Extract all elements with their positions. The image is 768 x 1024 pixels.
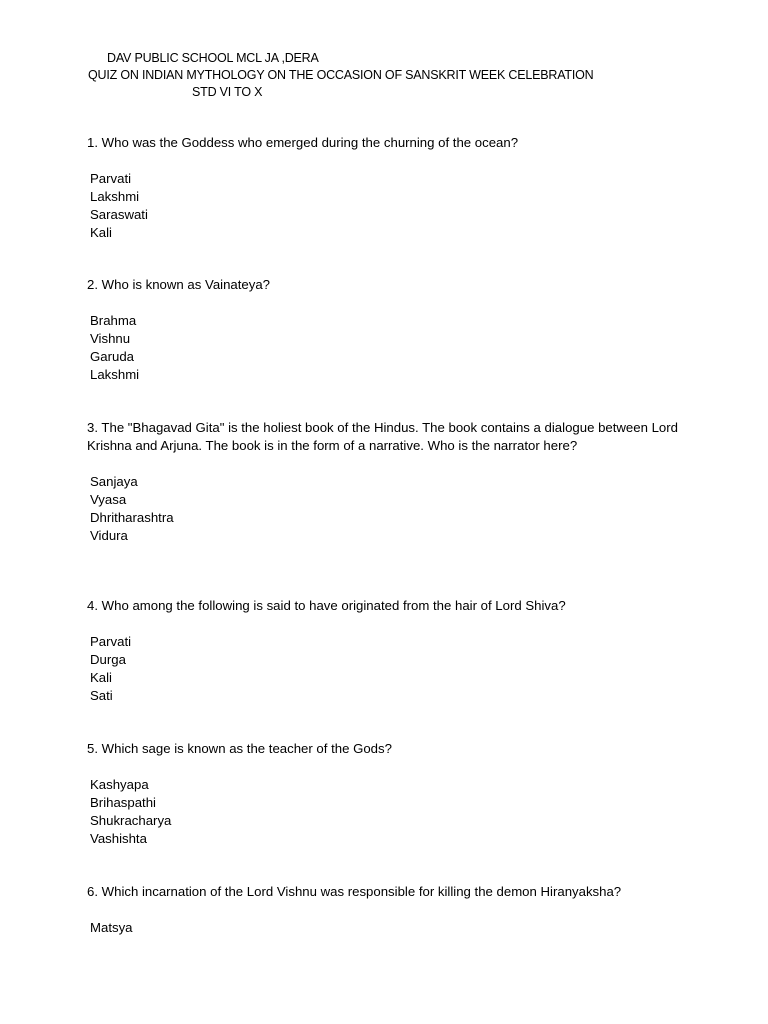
document-header <box>88 50 594 101</box>
question-3 <box>87 419 687 545</box>
question-text: 3. The "Bhagavad Gita" is the holiest book of the Hindus. The book contains a dialogue between Lord Krishna and Arjuna. The book is in the form of a narrative. Who is the narrator here? <box>87 420 678 453</box>
option: Parvati <box>90 171 132 186</box>
option: Garuda <box>90 349 134 364</box>
option-list <box>87 633 687 705</box>
option: Sati <box>90 688 113 703</box>
question-2 <box>87 276 687 384</box>
question-4 <box>87 597 687 705</box>
question-5 <box>87 740 687 848</box>
option-list <box>87 473 687 545</box>
option: Vidura <box>90 528 128 543</box>
question-text: 1. Who was the Goddess who emerged during the churning of the ocean? <box>87 135 519 150</box>
option: Durga <box>90 652 126 667</box>
option: Dhritharashtra <box>90 510 174 525</box>
option: Brahma <box>90 313 137 328</box>
class-range: STD VI TO X <box>192 85 263 99</box>
option: Sanjaya <box>90 474 138 489</box>
question-text: 4. Who among the following is said to have originated from the hair of Lord Shiva? <box>87 598 566 613</box>
question-text: 5. Which sage is known as the teacher of the Gods? <box>87 741 392 756</box>
option: Lakshmi <box>90 367 140 382</box>
question-text: 6. Which incarnation of the Lord Vishnu was responsible for killing the demon Hiranyaksha? <box>87 884 622 899</box>
option: Kali <box>90 225 112 240</box>
option: Parvati <box>90 634 132 649</box>
option: Vyasa <box>90 492 127 507</box>
question-1 <box>87 134 687 242</box>
option: Matsya <box>90 920 133 935</box>
option: Lakshmi <box>90 189 140 204</box>
option-list <box>87 170 687 242</box>
quiz-title: QUIZ ON INDIAN MYTHOLOGY ON THE OCCASION OF SANSKRIT WEEK CELEBRATION <box>88 68 594 82</box>
option: Vishnu <box>90 331 131 346</box>
option: Kashyapa <box>90 777 149 792</box>
option: Brihaspathi <box>90 795 156 810</box>
option-list <box>87 776 687 848</box>
option: Saraswati <box>90 207 148 222</box>
option: Kali <box>90 670 112 685</box>
option-list <box>87 919 687 937</box>
question-6 <box>87 883 687 937</box>
school-name: DAV PUBLIC SCHOOL MCL JA ,DERA <box>107 51 319 65</box>
option: Shukracharya <box>90 813 172 828</box>
option: Vashishta <box>90 831 147 846</box>
option-list <box>87 312 687 384</box>
question-text: 2. Who is known as Vainateya? <box>87 277 271 292</box>
